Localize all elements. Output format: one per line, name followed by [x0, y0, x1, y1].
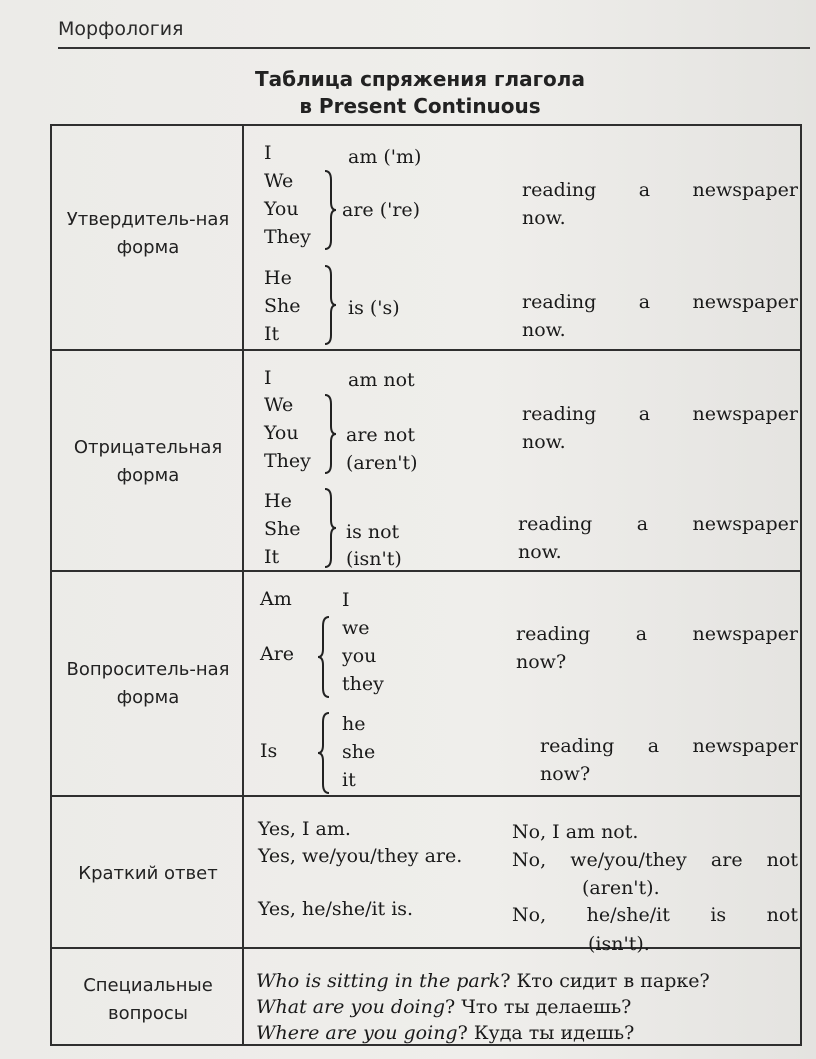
pronoun: They	[264, 450, 311, 472]
pronoun: You	[264, 198, 299, 220]
phrase-word: newspaper	[692, 179, 798, 201]
pronoun: She	[264, 295, 301, 317]
no-answer-word: he/she/it	[586, 904, 670, 926]
row-divider-2	[50, 570, 802, 572]
label-affirmative	[58, 206, 238, 262]
question-english: Who is sitting in the park	[256, 970, 501, 992]
pronoun: She	[264, 518, 301, 540]
verb-form: is not	[346, 521, 400, 543]
auxiliary: Is	[260, 740, 278, 762]
phrase-word: now.	[522, 319, 566, 341]
pronoun: I	[342, 589, 350, 611]
pronoun: you	[342, 645, 377, 667]
label-question-text: Вопроситель-ная форма	[66, 659, 230, 708]
row-divider-3	[50, 795, 802, 797]
pronoun: I	[264, 142, 272, 164]
special-question	[256, 967, 710, 995]
curly-brace	[322, 488, 338, 568]
phrase-word: reading	[518, 513, 593, 535]
phrase-word: reading	[522, 403, 597, 425]
yes-answer: Yes, we/you/they are.	[258, 845, 463, 867]
pronoun: they	[342, 673, 384, 695]
table-title-line2: в Present Continuous	[299, 94, 541, 118]
pronoun: We	[264, 394, 294, 416]
question-english: What are you doing	[256, 996, 445, 1018]
phrase-word: reading	[522, 179, 597, 201]
question-russian: ? Кто сидит в парке?	[500, 970, 710, 992]
table-title-line1: Таблица спряжения глагола	[255, 67, 585, 91]
phrase-word: newspaper	[692, 513, 798, 535]
pronoun: I	[264, 367, 272, 389]
running-head: Морфология	[58, 18, 184, 40]
auxiliary: Am	[260, 588, 292, 610]
phrase-continuation	[540, 732, 798, 788]
verb-form: (aren't)	[346, 452, 418, 474]
phrase-continuation	[522, 176, 798, 232]
question-russian: ? Что ты делаешь?	[445, 996, 632, 1018]
pronoun: she	[342, 741, 376, 763]
pronoun: They	[264, 226, 311, 248]
verb-form: am ('m)	[348, 146, 422, 168]
verb-form: is ('s)	[348, 297, 400, 319]
phrase-word: a	[636, 513, 649, 535]
phrase-word: now?	[516, 651, 567, 673]
pronoun: It	[264, 323, 280, 345]
table-title	[200, 66, 640, 120]
phrase-word: a	[638, 403, 651, 425]
verb-form: are not	[346, 424, 416, 446]
phrase-word: a	[647, 735, 660, 757]
header-rule	[58, 47, 810, 49]
phrase-word: newspaper	[692, 735, 798, 757]
phrase-continuation	[516, 620, 798, 676]
no-answer	[512, 901, 798, 929]
phrase-word: a	[635, 623, 648, 645]
phrase-word: a	[638, 179, 651, 201]
no-answer: No, I am not.	[512, 821, 639, 843]
label-question	[58, 656, 238, 712]
pronoun: he	[342, 713, 366, 735]
label-special-questions-text: Специальные вопросы	[83, 975, 213, 1024]
no-answer-continuation: (aren't).	[582, 877, 660, 899]
no-answer	[512, 846, 798, 874]
auxiliary: Are	[260, 643, 295, 665]
no-answer-word: is	[710, 904, 727, 926]
phrase-word: now.	[518, 541, 562, 563]
phrase-word: reading	[540, 735, 615, 757]
pronoun: We	[264, 170, 294, 192]
special-question	[256, 1019, 634, 1047]
label-short-answer-text: Краткий ответ	[78, 863, 218, 884]
phrase-word: newspaper	[692, 623, 798, 645]
label-short-answer	[58, 860, 238, 888]
no-answer-word: No,	[512, 904, 547, 926]
phrase-word: now.	[522, 431, 566, 453]
no-answer-word: we/you/they	[570, 849, 687, 871]
yes-answer: Yes, he/she/it is.	[258, 898, 414, 920]
curly-brace	[322, 394, 338, 474]
phrase-word: newspaper	[692, 403, 798, 425]
phrase-word: now.	[522, 207, 566, 229]
phrase-word: reading	[522, 291, 597, 313]
curly-brace	[316, 712, 332, 794]
curly-brace	[322, 265, 338, 345]
no-answer-word: No,	[512, 849, 547, 871]
label-affirmative-text: Утвердитель-ная форма	[66, 209, 230, 258]
pronoun: it	[342, 769, 356, 791]
label-special-questions	[58, 972, 238, 1028]
curly-brace	[322, 170, 338, 250]
special-question	[256, 993, 631, 1021]
pronoun: He	[264, 267, 292, 289]
phrase-continuation	[522, 288, 798, 344]
question-russian: ? Куда ты идешь?	[457, 1022, 635, 1044]
yes-answer: Yes, I am.	[258, 818, 351, 840]
verb-form: (isn't)	[346, 548, 402, 570]
verb-form: are ('re)	[342, 199, 421, 221]
phrase-continuation	[522, 400, 798, 456]
pronoun: It	[264, 546, 280, 568]
phrase-word: a	[638, 291, 651, 313]
conjugation-table	[50, 124, 802, 1046]
phrase-word: reading	[516, 623, 591, 645]
no-answer-word: are	[710, 849, 743, 871]
label-negative-text: Отрицательная форма	[73, 437, 223, 486]
curly-brace	[316, 616, 332, 698]
no-answer-word: not	[766, 849, 798, 871]
label-negative	[58, 434, 238, 490]
row-divider-1	[50, 349, 802, 351]
phrase-continuation	[518, 510, 798, 566]
verb-form: am not	[348, 369, 415, 391]
pronoun: He	[264, 490, 292, 512]
phrase-word: now?	[540, 763, 591, 785]
row-divider-4	[50, 947, 802, 949]
pronoun: we	[342, 617, 370, 639]
no-answer-continuation: (isn't).	[588, 933, 650, 955]
no-answer-word: not	[766, 904, 798, 926]
question-english: Where are you going	[256, 1022, 458, 1044]
column-divider	[242, 124, 244, 1046]
pronoun: You	[264, 422, 299, 444]
phrase-word: newspaper	[692, 291, 798, 313]
